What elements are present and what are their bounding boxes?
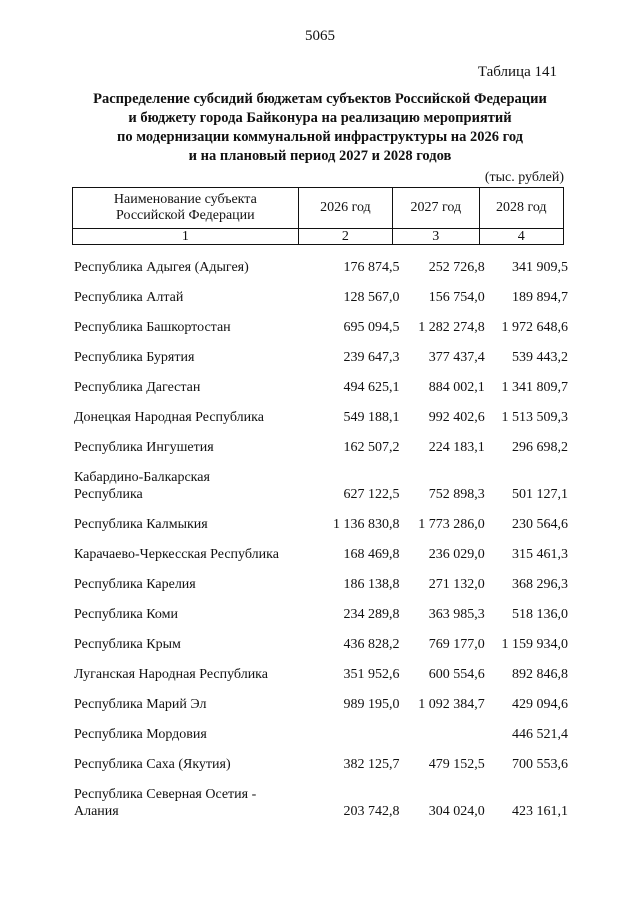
column-number: 3 xyxy=(393,229,479,245)
region-name: Республика Крым xyxy=(74,637,181,652)
value-2028: 423 161,1 xyxy=(512,804,568,819)
value-2028: 1 159 934,0 xyxy=(501,637,568,652)
table-row xyxy=(74,623,568,653)
column-number: 2 xyxy=(298,229,392,245)
value-2028: 446 521,4 xyxy=(512,727,568,742)
document-title xyxy=(60,90,580,166)
value-2026: 234 289,8 xyxy=(343,607,400,622)
region-name: Республика Саха (Якутия) xyxy=(74,757,231,772)
region-name: Республика Мордовия xyxy=(74,727,207,742)
region-name: Республика Коми xyxy=(74,607,178,622)
value-2026: 128 567,0 xyxy=(343,290,400,305)
region-name xyxy=(74,469,290,503)
region-name: Луганская Народная Республика xyxy=(74,667,268,682)
region-name-line: Алания xyxy=(74,804,119,819)
value-2028: 539 443,2 xyxy=(512,350,568,365)
region-name: Республика Дагестан xyxy=(74,380,201,395)
value-2027: 992 402,6 xyxy=(428,410,485,425)
value-2027: 752 898,3 xyxy=(428,487,485,502)
value-2028: 1 341 809,7 xyxy=(501,380,568,395)
table-row xyxy=(74,396,568,426)
value-2028: 429 094,6 xyxy=(512,697,568,712)
value-2027: 156 754,0 xyxy=(428,290,485,305)
table-row xyxy=(74,336,568,366)
value-2026: 186 138,8 xyxy=(343,577,400,592)
value-2026: 351 952,6 xyxy=(343,667,400,682)
value-2027: 1 282 274,8 xyxy=(418,320,485,335)
value-2027: 769 177,0 xyxy=(428,637,485,652)
table-row xyxy=(74,306,568,336)
table-row xyxy=(74,426,568,456)
value-2028: 518 136,0 xyxy=(512,607,568,622)
table-row xyxy=(74,713,568,743)
region-name: Республика Карелия xyxy=(74,577,196,592)
header-2028: 2028 год xyxy=(479,188,563,229)
value-2026: 989 195,0 xyxy=(343,697,400,712)
value-2027: 271 132,0 xyxy=(428,577,485,592)
table-row xyxy=(74,456,568,503)
title-line: по модернизации коммунальной инфраструктуры на 2026 год xyxy=(116,129,524,145)
value-2028: 230 564,6 xyxy=(512,517,568,532)
value-2027: 884 002,1 xyxy=(428,380,485,395)
value-2028: 1 972 648,6 xyxy=(501,320,568,335)
value-2028: 368 296,3 xyxy=(512,577,568,592)
title-line: и бюджету города Байконура на реализацию мероприятий xyxy=(128,110,512,126)
value-2026: 162 507,2 xyxy=(343,440,400,455)
value-2026: 627 122,5 xyxy=(343,487,400,502)
table-body xyxy=(74,246,568,820)
region-name: Республика Ингушетия xyxy=(74,440,214,455)
table-row xyxy=(74,366,568,396)
value-2027: 252 726,8 xyxy=(428,260,485,275)
value-2027: 377 437,4 xyxy=(428,350,485,365)
value-2027: 236 029,0 xyxy=(428,547,485,562)
region-name: Республика Бурятия xyxy=(74,350,195,365)
header-2026: 2026 год xyxy=(298,188,392,229)
page-number: 5065 xyxy=(305,28,335,44)
value-2027: 224 183,1 xyxy=(428,440,485,455)
header-2027: 2027 год xyxy=(393,188,479,229)
column-number: 4 xyxy=(479,229,563,245)
table-row xyxy=(74,503,568,533)
region-name: Республика Марий Эл xyxy=(74,697,207,712)
region-name: Республика Башкортостан xyxy=(74,320,231,335)
value-2028: 315 461,3 xyxy=(512,547,568,562)
value-2026: 168 469,8 xyxy=(343,547,400,562)
value-2028: 700 553,6 xyxy=(512,757,568,772)
value-2026: 695 094,5 xyxy=(343,320,400,335)
value-2028: 501 127,1 xyxy=(512,487,568,502)
region-name: Карачаево-Черкесская Республика xyxy=(74,547,279,562)
value-2026: 176 874,5 xyxy=(343,260,400,275)
value-2028: 892 846,8 xyxy=(512,667,568,682)
region-name: Донецкая Народная Республика xyxy=(74,410,264,425)
value-2026: 436 828,2 xyxy=(343,637,400,652)
table-row xyxy=(74,743,568,773)
value-2027: 479 152,5 xyxy=(428,757,485,772)
table-row xyxy=(74,653,568,683)
table-row xyxy=(74,533,568,563)
region-name: Республика Калмыкия xyxy=(74,517,208,532)
value-2026: 549 188,1 xyxy=(343,410,400,425)
value-2027: 600 554,6 xyxy=(428,667,485,682)
value-2028: 296 698,2 xyxy=(512,440,568,455)
header-name-line: Наименование субъекта xyxy=(113,192,257,207)
value-2026: 494 625,1 xyxy=(343,380,400,395)
value-2027: 1 773 286,0 xyxy=(418,517,485,532)
region-name-line: Республика Северная Осетия - xyxy=(74,787,257,802)
value-2027: 304 024,0 xyxy=(428,804,485,819)
table-header xyxy=(72,187,564,245)
value-2026: 239 647,3 xyxy=(343,350,400,365)
header-name-line: Российской Федерации xyxy=(116,208,255,223)
table-row xyxy=(74,773,568,820)
value-2027: 363 985,3 xyxy=(428,607,485,622)
value-2026: 1 136 830,8 xyxy=(333,517,400,532)
region-name: Республика Адыгея (Адыгея) xyxy=(74,260,249,275)
table-row xyxy=(74,563,568,593)
table-row xyxy=(74,276,568,306)
region-name-line: Республика xyxy=(74,487,143,502)
region-name: Республика Алтай xyxy=(74,290,184,305)
table-row xyxy=(74,593,568,623)
table-row xyxy=(74,683,568,713)
region-name xyxy=(74,786,290,820)
table-row xyxy=(74,246,568,276)
value-2026: 382 125,7 xyxy=(343,757,400,772)
value-2028: 189 894,7 xyxy=(512,290,568,305)
value-2027: 1 092 384,7 xyxy=(418,697,485,712)
value-2028: 341 909,5 xyxy=(512,260,568,275)
value-2028: 1 513 509,3 xyxy=(501,410,568,425)
value-2026: 203 742,8 xyxy=(343,804,400,819)
region-name-line: Кабардино-Балкарская xyxy=(74,470,210,485)
units-label: (тыс. рублей) xyxy=(484,170,564,185)
table-label: Таблица 141 xyxy=(477,64,557,80)
title-line: и на плановый период 2027 и 2028 годов xyxy=(188,148,452,164)
header-name-cell xyxy=(73,188,299,229)
column-number: 1 xyxy=(73,229,299,245)
title-line: Распределение субсидий бюджетам субъектов Российской Федерации xyxy=(93,91,547,107)
